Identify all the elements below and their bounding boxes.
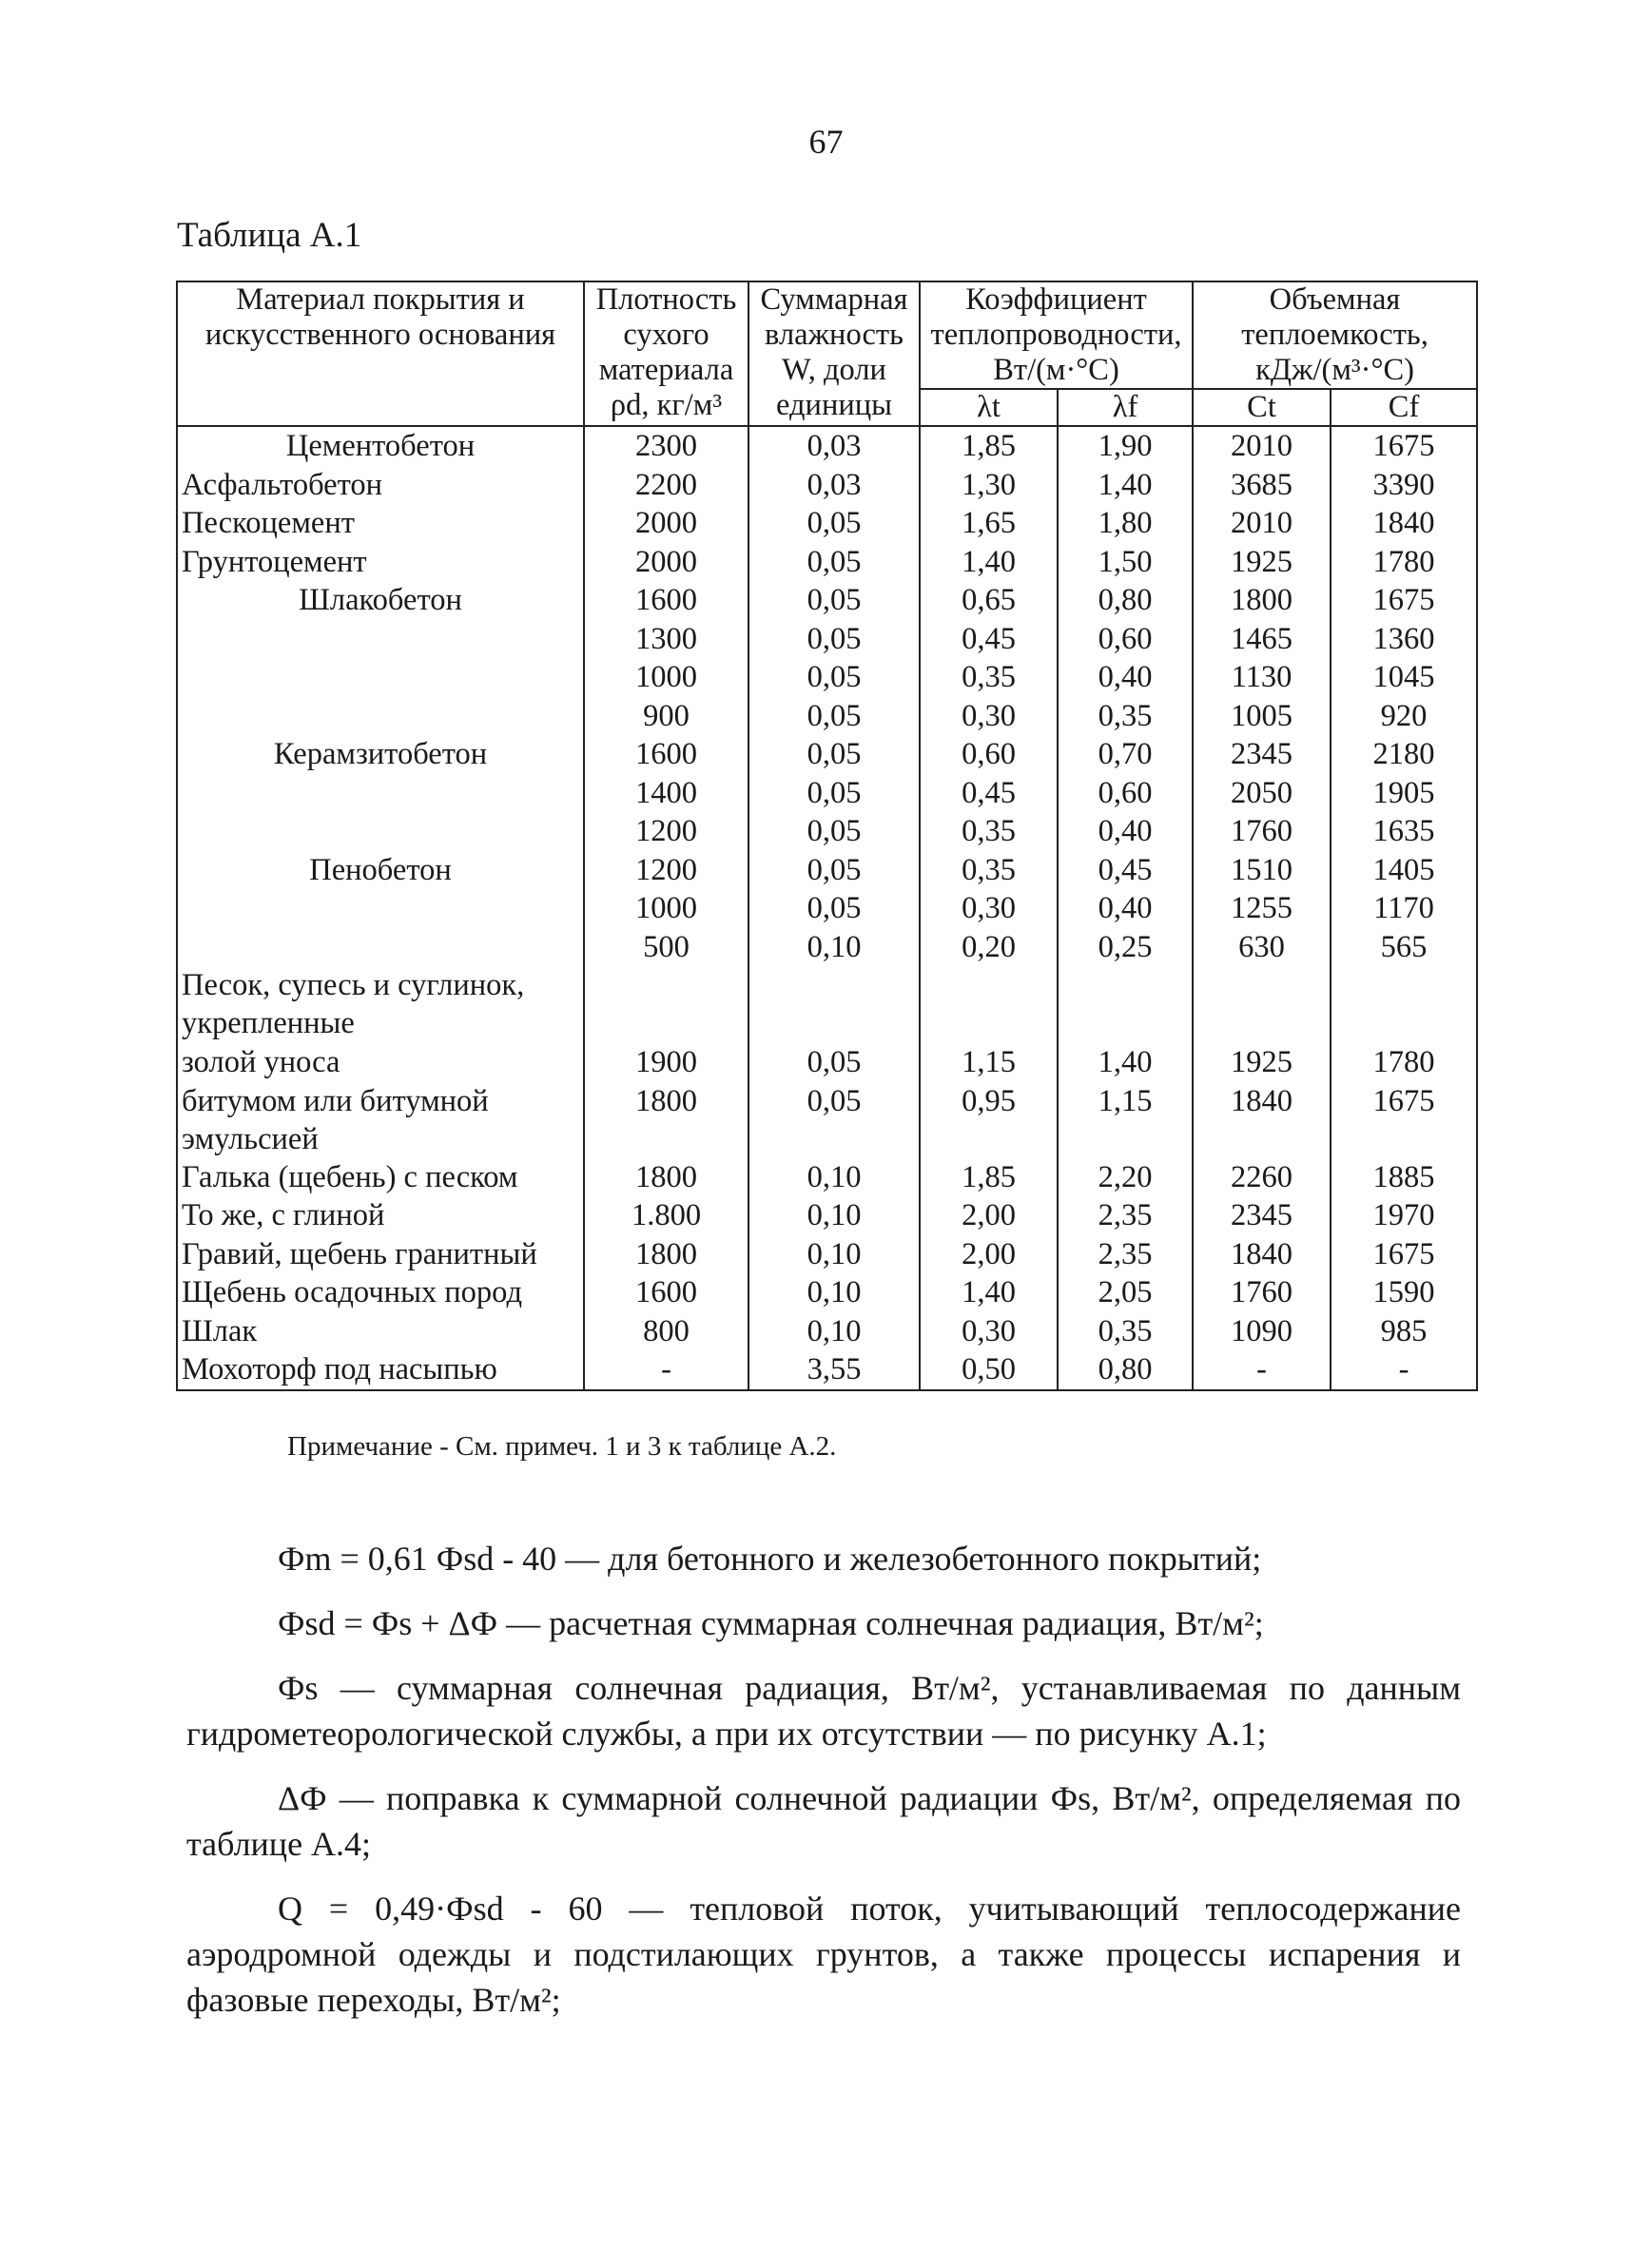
cell-material: Гравий, щебень гранитный <box>177 1235 584 1274</box>
cell-material <box>177 658 584 697</box>
table-row <box>177 697 1477 736</box>
cell-lt: 2,00 <box>920 1235 1058 1274</box>
cell-density: 2000 <box>584 504 748 543</box>
thermal-properties-table <box>176 281 1478 1391</box>
cell-density: 1600 <box>584 1273 748 1312</box>
cell-lt: 0,30 <box>920 697 1058 736</box>
cell-material <box>177 697 584 736</box>
cell-cf <box>1331 966 1477 1043</box>
cell-lt: 1,85 <box>920 426 1058 466</box>
cell-lt: 1,40 <box>920 1273 1058 1312</box>
cell-density: 2200 <box>584 466 748 505</box>
cell-moisture: 0,05 <box>748 504 920 543</box>
cell-material: Керамзитобетон <box>177 735 584 774</box>
cell-material: Асфальтобетон <box>177 466 584 505</box>
cell-material <box>177 812 584 851</box>
paragraph-delta-phi: ΔФ — поправка к суммарной солнечной радиации Фs, Вт/м², определяемая по таблице А.4; <box>186 1779 1461 1863</box>
cell-cf: 985 <box>1331 1312 1477 1351</box>
cell-ct: 630 <box>1193 928 1331 967</box>
cell-lt: 1,85 <box>920 1158 1058 1197</box>
cell-lf: 0,25 <box>1058 928 1193 967</box>
cell-moisture <box>748 966 920 1043</box>
cell-lt: 0,45 <box>920 620 1058 659</box>
cell-moisture: 0,05 <box>748 851 920 890</box>
cell-lt: 0,35 <box>920 812 1058 851</box>
header-lambda-f: λf <box>1058 389 1193 426</box>
cell-density: 2000 <box>584 543 748 582</box>
table-row <box>177 774 1477 813</box>
table-row <box>177 543 1477 582</box>
table-row <box>177 658 1477 697</box>
cell-lf: 0,40 <box>1058 658 1193 697</box>
thermal-properties-table-wrap <box>176 281 1476 1391</box>
cell-material: Песок, супесь и суглинок, укрепленные <box>177 966 584 1043</box>
table-row <box>177 1082 1477 1158</box>
cell-ct: 1760 <box>1193 1273 1331 1312</box>
table-row <box>177 1158 1477 1197</box>
cell-moisture: 0,03 <box>748 426 920 466</box>
cell-lf: 0,60 <box>1058 774 1193 813</box>
cell-density <box>584 966 748 1043</box>
cell-ct: 1925 <box>1193 543 1331 582</box>
cell-material: Пескоцемент <box>177 504 584 543</box>
table-row <box>177 889 1477 928</box>
cell-lt: 1,15 <box>920 1043 1058 1082</box>
header-c-f: Cf <box>1331 389 1477 426</box>
cell-cf: 1970 <box>1331 1196 1477 1235</box>
cell-cf: 1675 <box>1331 581 1477 620</box>
cell-cf: 1840 <box>1331 504 1477 543</box>
header-lambda-t: λt <box>920 389 1058 426</box>
cell-moisture: 0,05 <box>748 774 920 813</box>
header-density: Плотность сухого материала ρd, кг/м³ <box>584 281 748 426</box>
cell-moisture: 0,10 <box>748 928 920 967</box>
cell-cf: 1675 <box>1331 426 1477 466</box>
cell-ct <box>1193 966 1331 1043</box>
table-row <box>177 620 1477 659</box>
table-row <box>177 1196 1477 1235</box>
table-row <box>177 1350 1477 1390</box>
cell-moisture: 0,10 <box>748 1312 920 1351</box>
table-title: Таблица А.1 <box>177 216 362 255</box>
cell-material: Пенобетон <box>177 851 584 890</box>
cell-cf: 1590 <box>1331 1273 1477 1312</box>
body-text <box>186 1536 1461 2042</box>
cell-ct: 2345 <box>1193 1196 1331 1235</box>
cell-lt: 0,20 <box>920 928 1058 967</box>
cell-lf: 0,40 <box>1058 889 1193 928</box>
table-row <box>177 928 1477 967</box>
cell-lf: 1,40 <box>1058 1043 1193 1082</box>
cell-ct: 2345 <box>1193 735 1331 774</box>
cell-cf: 1635 <box>1331 812 1477 851</box>
cell-cf: - <box>1331 1350 1477 1390</box>
table-row <box>177 1043 1477 1082</box>
cell-ct: 1005 <box>1193 697 1331 736</box>
cell-cf: 1905 <box>1331 774 1477 813</box>
cell-material <box>177 774 584 813</box>
cell-lf: 2,35 <box>1058 1235 1193 1274</box>
cell-density: 800 <box>584 1312 748 1351</box>
table-row <box>177 504 1477 543</box>
cell-moisture: 0,05 <box>748 658 920 697</box>
table-row <box>177 1273 1477 1312</box>
cell-lt: 0,95 <box>920 1082 1058 1158</box>
cell-material: Цементобетон <box>177 426 584 466</box>
cell-moisture: 0,05 <box>748 697 920 736</box>
cell-moisture: 0,05 <box>748 543 920 582</box>
cell-ct: 3685 <box>1193 466 1331 505</box>
cell-cf: 1045 <box>1331 658 1477 697</box>
cell-moisture: 0,05 <box>748 812 920 851</box>
cell-lt: 1,65 <box>920 504 1058 543</box>
cell-moisture: 0,05 <box>748 1043 920 1082</box>
table-row <box>177 1235 1477 1274</box>
cell-density: 1600 <box>584 735 748 774</box>
cell-material: То же, с глиной <box>177 1196 584 1235</box>
cell-lf: 2,35 <box>1058 1196 1193 1235</box>
cell-cf: 1780 <box>1331 1043 1477 1082</box>
cell-material: Щебень осадочных пород <box>177 1273 584 1312</box>
cell-cf: 1675 <box>1331 1235 1477 1274</box>
cell-density: 500 <box>584 928 748 967</box>
cell-cf: 1885 <box>1331 1158 1477 1197</box>
cell-lt: 0,30 <box>920 889 1058 928</box>
cell-lt: 0,50 <box>920 1350 1058 1390</box>
header-moisture: Суммарная влажность W, доли единицы <box>748 281 920 426</box>
paragraph-phi-m: Фm = 0,61 Фsd - 40 — для бетонного и железобетонного покрытий; <box>278 1540 1262 1578</box>
cell-material <box>177 928 584 967</box>
cell-material: Мохоторф под насыпью <box>177 1350 584 1390</box>
cell-density: 1200 <box>584 812 748 851</box>
cell-lt: 0,35 <box>920 658 1058 697</box>
header-capacity: Объемная теплоемкость, кДж/(м³·°С) <box>1193 281 1477 389</box>
cell-cf: 1780 <box>1331 543 1477 582</box>
cell-density: 1000 <box>584 889 748 928</box>
cell-density: 1900 <box>584 1043 748 1082</box>
cell-lf: 1,50 <box>1058 543 1193 582</box>
table-row <box>177 466 1477 505</box>
cell-lf: 0,80 <box>1058 1350 1193 1390</box>
cell-cf: 1170 <box>1331 889 1477 928</box>
cell-ct: 1510 <box>1193 851 1331 890</box>
cell-lt: 0,45 <box>920 774 1058 813</box>
cell-lt <box>920 966 1058 1043</box>
cell-moisture: 0,05 <box>748 1082 920 1158</box>
table-row <box>177 426 1477 466</box>
cell-ct: 2260 <box>1193 1158 1331 1197</box>
cell-lf: 0,35 <box>1058 1312 1193 1351</box>
cell-material <box>177 889 584 928</box>
cell-density: 1600 <box>584 581 748 620</box>
page-number: 67 <box>808 123 844 161</box>
cell-material: Шлак <box>177 1312 584 1351</box>
cell-lf: 1,90 <box>1058 426 1193 466</box>
table-body <box>177 426 1477 1390</box>
cell-lf: 1,40 <box>1058 466 1193 505</box>
cell-density: 1200 <box>584 851 748 890</box>
cell-ct: 1760 <box>1193 812 1331 851</box>
cell-density: 1000 <box>584 658 748 697</box>
cell-ct: 1090 <box>1193 1312 1331 1351</box>
cell-lt: 0,35 <box>920 851 1058 890</box>
cell-ct: 2010 <box>1193 426 1331 466</box>
cell-moisture: 0,05 <box>748 620 920 659</box>
cell-lt: 1,40 <box>920 543 1058 582</box>
cell-density: - <box>584 1350 748 1390</box>
cell-lf: 0,60 <box>1058 620 1193 659</box>
header-c-t: Ct <box>1193 389 1331 426</box>
cell-lf: 0,80 <box>1058 581 1193 620</box>
cell-ct: 2010 <box>1193 504 1331 543</box>
cell-lf: 1,80 <box>1058 504 1193 543</box>
cell-material: битумом или битумной эмульсией <box>177 1082 584 1158</box>
cell-density: 1.800 <box>584 1196 748 1235</box>
cell-moisture: 0,03 <box>748 466 920 505</box>
cell-density: 1800 <box>584 1235 748 1274</box>
table-row <box>177 581 1477 620</box>
cell-material <box>177 620 584 659</box>
cell-ct: 2050 <box>1193 774 1331 813</box>
cell-density: 900 <box>584 697 748 736</box>
cell-density: 1800 <box>584 1082 748 1158</box>
cell-density: 1400 <box>584 774 748 813</box>
cell-lf: 0,35 <box>1058 697 1193 736</box>
header-conductivity: Коэффициент теплопроводности, Вт/(м·°С) <box>920 281 1193 389</box>
cell-ct: 1840 <box>1193 1235 1331 1274</box>
paragraph-phi-s: Фs — суммарная солнечная радиация, Вт/м², устанавливаемая по данным гидрометеорологической службы, а при их отсутствии — по рисунку А.1; <box>186 1669 1461 1753</box>
cell-ct: 1255 <box>1193 889 1331 928</box>
cell-moisture: 0,10 <box>748 1235 920 1274</box>
cell-lf: 1,15 <box>1058 1082 1193 1158</box>
cell-moisture: 0,05 <box>748 889 920 928</box>
cell-density: 1800 <box>584 1158 748 1197</box>
cell-lf: 0,40 <box>1058 812 1193 851</box>
header-material: Материал покрытия и искусственного основания <box>177 281 584 426</box>
cell-lt: 0,60 <box>920 735 1058 774</box>
cell-lt: 1,30 <box>920 466 1058 505</box>
table-row <box>177 851 1477 890</box>
cell-cf: 1360 <box>1331 620 1477 659</box>
cell-cf: 920 <box>1331 697 1477 736</box>
paragraph-heat-flow: Q = 0,49·Фsd - 60 — тепловой поток, учитывающий теплосодержание аэродромной одежды и подстилающих грунтов, а также процессы испарения и фазовые переходы, Вт/м²; <box>186 1890 1461 2019</box>
cell-ct: 1925 <box>1193 1043 1331 1082</box>
table-row <box>177 966 1477 1043</box>
cell-lf: 2,20 <box>1058 1158 1193 1197</box>
cell-density: 2300 <box>584 426 748 466</box>
cell-cf: 1405 <box>1331 851 1477 890</box>
cell-moisture: 0,05 <box>748 735 920 774</box>
table-note: Примечание - См. примеч. 1 и 3 к таблице А.2. <box>287 1431 837 1462</box>
table-row <box>177 812 1477 851</box>
cell-lf: 0,45 <box>1058 851 1193 890</box>
cell-lf: 0,70 <box>1058 735 1193 774</box>
cell-cf: 565 <box>1331 928 1477 967</box>
table-row <box>177 735 1477 774</box>
cell-ct: - <box>1193 1350 1331 1390</box>
cell-ct: 1465 <box>1193 620 1331 659</box>
cell-material: Грунтоцемент <box>177 543 584 582</box>
cell-lt: 2,00 <box>920 1196 1058 1235</box>
cell-material: Шлакобетон <box>177 581 584 620</box>
cell-cf: 2180 <box>1331 735 1477 774</box>
cell-ct: 1800 <box>1193 581 1331 620</box>
cell-ct: 1130 <box>1193 658 1331 697</box>
cell-lt: 0,65 <box>920 581 1058 620</box>
cell-moisture: 0,10 <box>748 1158 920 1197</box>
cell-moisture: 3,55 <box>748 1350 920 1390</box>
table-row <box>177 1312 1477 1351</box>
cell-cf: 1675 <box>1331 1082 1477 1158</box>
paragraph-phi-sd: Фsd = Фs + ΔФ — расчетная суммарная солнечная радиация, Вт/м²; <box>278 1604 1264 1642</box>
cell-ct: 1840 <box>1193 1082 1331 1158</box>
cell-material: Галька (щебень) с песком <box>177 1158 584 1197</box>
cell-lf <box>1058 966 1193 1043</box>
cell-moisture: 0,10 <box>748 1196 920 1235</box>
cell-material: золой уноса <box>177 1043 584 1082</box>
cell-lt: 0,30 <box>920 1312 1058 1351</box>
cell-density: 1300 <box>584 620 748 659</box>
cell-cf: 3390 <box>1331 466 1477 505</box>
cell-lf: 2,05 <box>1058 1273 1193 1312</box>
cell-moisture: 0,05 <box>748 581 920 620</box>
cell-moisture: 0,10 <box>748 1273 920 1312</box>
